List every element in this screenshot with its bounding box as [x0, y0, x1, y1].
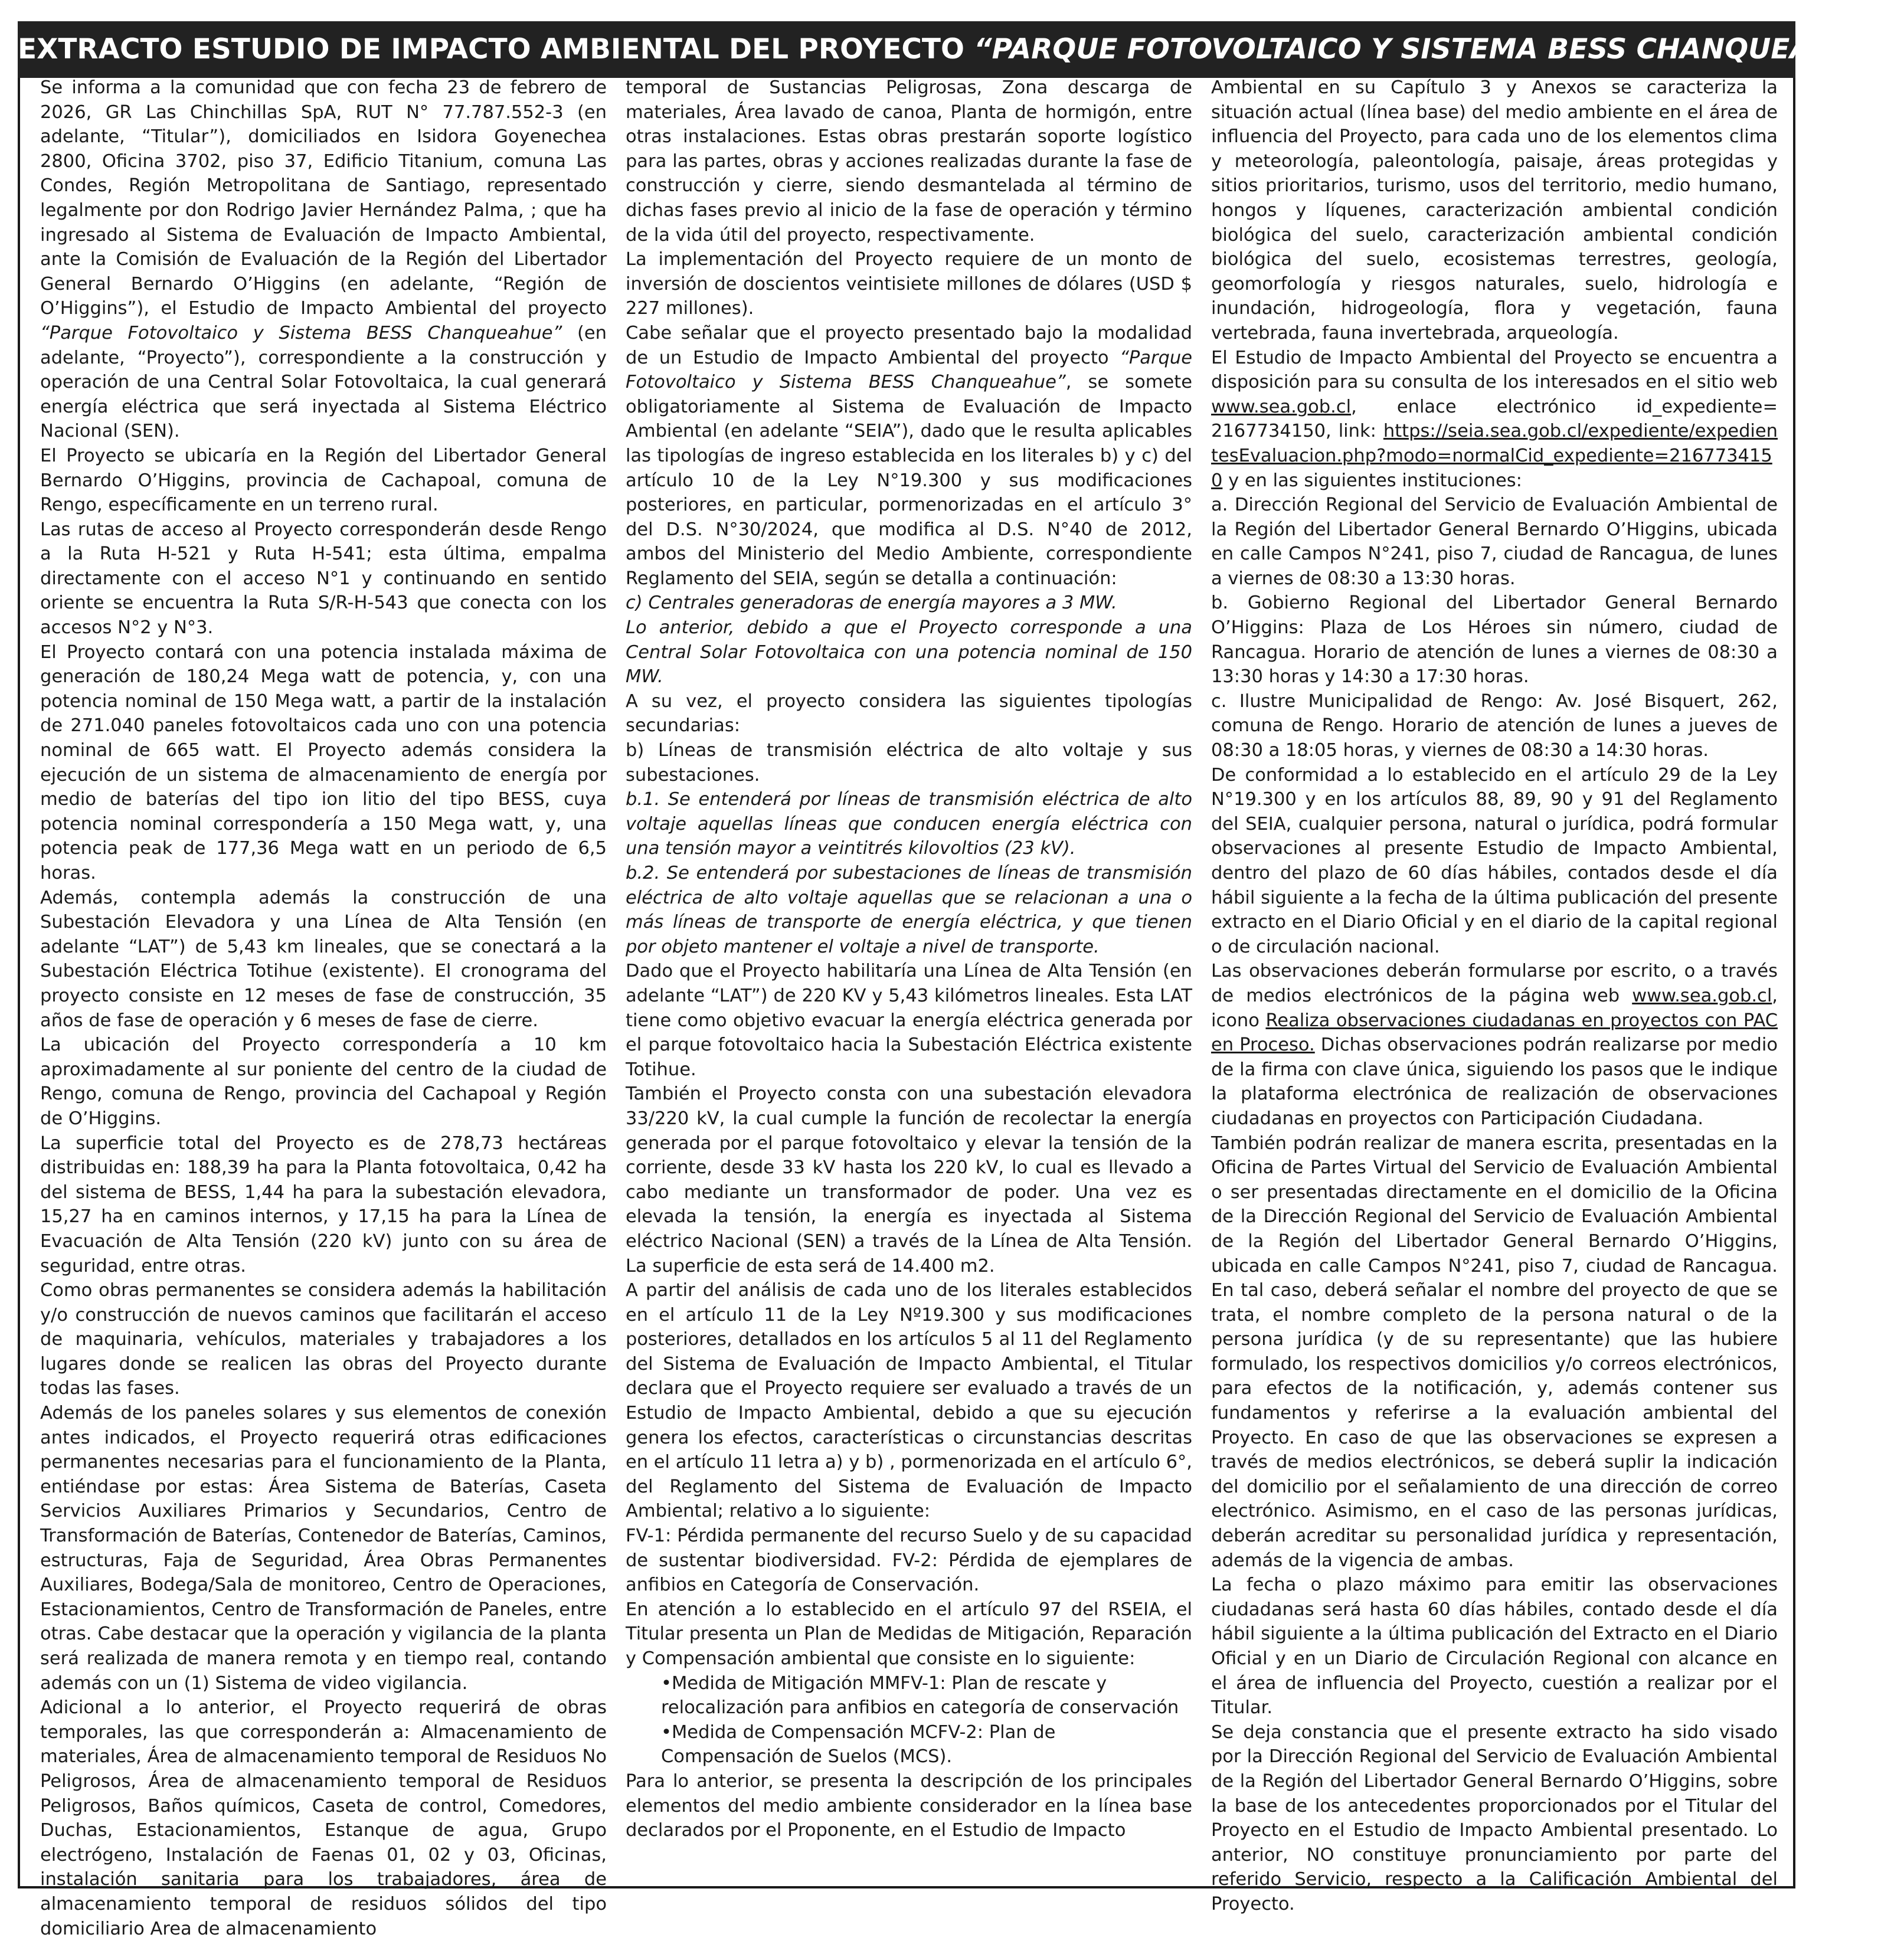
notice-body: [40, 76, 1778, 1939]
paragraph: La fecha o plazo máximo para emitir las observaciones ciudadanas será hasta 60 días hábiles, contado desde el día hábil siguiente a la última publicación del Extracto en el Diario Oficial y en un Diario de Circulación Regional con alcance en el área de influencia del Proyecto, cuestión a realizar por el Titular.: [1211, 1575, 1778, 1719]
paragraph: [1211, 959, 1778, 1131]
notice-title: [18, 21, 1904, 78]
text: Se informa a la comunidad que con fecha 23 de febrero de 2026, GR Las Chinchillas SpA, RUT N° 77.787.552-3 (en adelante, “Titular”), domiciliados en Isidora Goyenechea 2800, Oficina 3702, piso 37, Edificio Titanium, comuna Las Condes, Región Metropolitana de Santiago, representado legalmente por don Rodrigo Javier Hernández Palma, ; que ha ingresado al Sistema de Evaluación de Impacto Ambiental, ante la Comisión de Evaluación de la Región del Libertador General Bernardo O’Higgins (en adelante, “Región de O’Higgins”), el Estudio de Impacto Ambiental del proyecto: [40, 77, 607, 319]
typology-b1: b.1. Se entenderá por líneas de transmisión eléctrica de alto voltaje aquellas líneas que conducen energía eléctrica con una tensión mayor a veintitrés kilovoltios (23 kV).: [626, 789, 1192, 859]
paragraph: [40, 76, 607, 444]
text: El Estudio de Impacto Ambiental del Proyecto se encuentra a disposición para su consulta de los interesados en el sitio web: [1211, 347, 1778, 393]
paragraph: Se deja constancia que el presente extracto ha sido visado por la Dirección Regional del Servicio de Evaluación Ambiental de la Región del Libertador General Bernardo O’Higgins, sobre la base de los antecedentes proporcionados por el Titular del Proyecto en el Estudio de Impacto Ambiental presentado. Lo anterior, NO constituye pronunciamiento por parte del referido Servicio, respecto a la Calificación Ambiental del Proyecto.: [1211, 1721, 1778, 1914]
paragraph: FV-1: Pérdida permanente del recurso Suelo y de su capacidad de sustentar biodiversidad. FV-2: Pérdida de ejemplares de anfibios en Categoría de Conservación.: [626, 1526, 1192, 1596]
paragraph: La ubicación del Proyecto correspondería a 10 km aproximadamente al sur poniente del centro de la ciudad de Rengo, comuna de Rengo, provincia del Cachapoal y Región de O’Higgins.: [40, 1035, 607, 1129]
expediente-link[interactable]: https://seia.sea.gob.cl/expediente/expedientesEvaluacion.php?modo=normalCid_expediente=2167734150: [1211, 421, 1778, 491]
typology-b: b) Líneas de transmisión eléctrica de alto voltaje y sus subestaciones.: [626, 740, 1192, 785]
paragraph: El Proyecto contará con una potencia instalada máxima de generación de 180,24 Mega watt de potencia, y, con una potencia nominal de 150 Mega watt, a partir de la instalación de 271.040 paneles fotovoltaicos cada uno con una potencia nominal de 665 watt. El Proyecto además considera la ejecución de un sistema de almacenamiento de energía por medio de baterías del tipo ion litio del tipo BESS, cuya potencia nominal correspondería a 150 Mega watt, y, una potencia peak de 177,36 Mega watt en un periodo de 6,5 horas.: [40, 641, 607, 883]
text: (en adelante, “Proyecto”), correspondiente a la construcción y operación de una Central Solar Fotovoltaica, la cual generará energía eléctrica que será inyectada al Sistema Eléctrico Nacional (SEN).: [40, 322, 607, 442]
text: Las observaciones deberán formularse por escrito, o a través de medios electrónicos de la página web: [1211, 961, 1778, 1006]
measure-bullet: •Medida de Mitigación MMFV-1: Plan de rescate y relocalización para anfibios en categoría de conservación: [661, 1672, 1179, 1719]
typology-b2: b.2. Se entenderá por subestaciones de líneas de transmisión eléctrica de alto voltaje aquellas que se relacionan a una o más líneas de transporte de energía eléctrica, y que tienen por objeto mantener el voltaje a nivel de transporte.: [626, 863, 1192, 957]
typology-c-note: Lo anterior, debido a que el Proyecto corresponde a una Central Solar Fotovoltaica con una potencia nominal de 150 MW.: [626, 617, 1192, 688]
paragraph: También podrán realizar de manera escrita, presentadas en la Oficina de Partes Virtual del Servicio de Evaluación Ambiental o ser presentadas directamente en el domicilio de la Oficina de la Dirección Regional del Servicio de Evaluación Ambiental de la Región del Libertador General Bernardo O’Higgins, ubicada en calle Campos N°241, piso 7, ciudad de Rancagua. En tal caso, deberá señalar el nombre del proyecto de que se trata, el nombre completo de la persona natural o de la persona jurídica (y de su representante) que las hubiere formulado, los respectivos domicilios y/o correos electrónicos, para efectos de la notificación, y, además contener sus fundamentos y referirse a la evaluación ambiental del Proyecto. En caso de que las observaciones se expresen a través de medios electrónicos, se deberá suplir la indicación del domicilio por el señalamiento de una dirección de correo electrónico. Asimismo, en el caso de las personas jurídicas, deberán acreditar su personalidad jurídica y representación, además de la vigencia de ambas.: [1211, 1132, 1778, 1571]
sea-website-link[interactable]: www.sea.gob.cl: [1632, 985, 1772, 1006]
title-prefix: EXTRACTO ESTUDIO DE IMPACTO AMBIENTAL DEL PROYECTO: [18, 33, 974, 66]
title-project-name: “PARQUE FOTOVOLTAICO Y SISTEMA BESS CHANQUEAHUE”.: [974, 33, 1904, 66]
paragraph: También el Proyecto consta con una subestación elevadora 33/220 kV, la cual cumple la función de recolectar la energía generada por el parque fotovoltaico y elevar la tensión de la corriente, desde 33 kV hasta los 220 kV, lo cual es llevado a cabo mediante un transformador de poder. Una vez es elevada la tensión, la energía es inyectada al Sistema eléctrico Nacional (SEN) a través de la Línea de Alta Tensión. La superficie de esta será de 14.400 m2.: [626, 1084, 1192, 1276]
paragraph: temporal de Sustancias Peligrosas, Zona descarga de materiales, Área lavado de canoa, Planta de hormigón, entre otras instalaciones. Estas obras prestarán soporte logístico para las partes, obras y acciones realizadas durante la fase de construcción y cierre, siendo desmantelada al término de dichas fases previo al inicio de la fase de operación y término de la vida útil del proyecto, respectivamente.: [626, 77, 1192, 246]
text: , se somete obligatoriamente al Sistema de Evaluación de Impacto Ambiental (en adelante “SEIA”), dado que le resulta aplicables las tipologías de ingreso establecida en los literales b) y c) del artículo 10 de la Ley N°19.300 y sus modificaciones posteriores, en particular, pormenorizadas en el artículo 3° del D.S. N°30/2024, que modifica al D.S. N°40 de 2012, ambos del Ministerio del Medio Ambiente, correspondiente Reglamento del SEIA, según se detalla a continuación:: [626, 372, 1192, 589]
text: Cabe señalar que el proyecto presentado bajo la modalidad de un Estudio de Impacto Ambiental del proyecto: [626, 322, 1192, 368]
project-name: “Parque Fotovoltaico y Sistema BESS Chanqueahue”: [626, 347, 1192, 393]
typology-c: c) Centrales generadoras de energía mayores a 3 MW.: [626, 593, 1117, 614]
paragraph: Adicional a lo anterior, el Proyecto requerirá de obras temporales, las que corresponderán a: Almacenamiento de materiales, Área de almacenamiento temporal de Residuos No Peligrosos, Área de almacenamiento temporal de Residuos Peligrosos, Baños químicos, Caseta de control, Comedores, Duchas, Estacionamientos, Estanque de agua, Grupo electrógeno, Instalación de Faenas 01, 02 y 03, Oficinas, instalación sanitaria para los trabajadores, área de almacenamiento temporal de residuos sólidos del tipo domiciliario Area de almacenamiento: [40, 1697, 607, 1939]
paragraph: La superficie total del Proyecto es de 278,73 hectáreas distribuidas en: 188,39 ha para la Planta fotovoltaica, 0,42 ha del sistema de BESS, 1,44 ha para la subestación elevadora, 15,27 ha en caminos internos, y 17,15 ha para la Línea de Evacuación de Alta Tensión (220 kV) junto con su área de seguridad, entre otras.: [40, 1132, 607, 1276]
paragraph: La implementación del Proyecto requiere de un monto de inversión de doscientos veintisiete millones de dólares (USD $ 227 millones).: [626, 249, 1192, 319]
paragraph: [626, 321, 1192, 591]
paragraph: Como obras permanentes se considera además la habilitación y/o construcción de nuevos caminos que facilitarán el acceso de maquinaria, vehículos, materiales y trabajadores a los lugares donde se realicen las obras del Proyecto durante todas las fases.: [40, 1280, 607, 1399]
text: y en las siguientes instituciones:: [1222, 470, 1522, 491]
paragraph: El Proyecto se ubicaría en la Región del Libertador General Bernardo O’Higgins, provincia de Cachapoal, comuna de Rengo, específicamente en un terreno rural.: [40, 445, 607, 516]
paragraph: Ambiental en su Capítulo 3 y Anexos se caracteriza la situación actual (línea base) del medio ambiente en el área de influencia del Proyecto, para cada uno de los elementos clima y meteorología, paleontología, paisaje, áreas protegidas y sitios prioritarios, turismo, usos del territorio, medio humano, hongos y líquenes, caracterización ambiental condición biológica del suelo, caracterización ambiental condición biológica del suelo, ecosistemas terrestres, geología, geomorfología y riesgos naturales, suelo, hidrología e inundación, hidrogeología, flora y vegetación, fauna vertebrada, fauna invertebrada, arqueología.: [1211, 77, 1778, 343]
text: , enlace electrónico id_expediente= 2167734150, link:: [1211, 396, 1778, 442]
paragraph: a. Dirección Regional del Servicio de Evaluación Ambiental de la Región del Libertador General Bernardo O’Higgins, ubicada en calle Campos N°241, piso 7, ciudad de Rancagua, de lunes a viernes de 08:30 a 13:30 horas.: [1211, 495, 1778, 589]
project-name: “Parque Fotovoltaico y Sistema BESS Chanqueahue”: [40, 322, 562, 343]
column-2: [626, 76, 1192, 1881]
paragraph: Dado que el Proyecto habilitaría una Línea de Alta Tensión (en adelante “LAT”) de 220 KV y 5,43 kilómetros lineales. Esta LAT tiene como objetivo evacuar la energía eléctrica generada por el parque fotovoltaico hacia la Subestación Eléctrica existente Totihue.: [626, 961, 1192, 1080]
paragraph: Además de los paneles solares y sus elementos de conexión antes indicados, el Proyecto requerirá otras edificaciones permanentes necesarias para el funcionamiento de la Planta, entiéndase por estas: Área Sistema de Baterías, Caseta Servicios Auxiliares Primarios y Secundarios, Centro de Transformación de Baterías, Contenedor de Baterías, Caminos, estructuras, Faja de Seguridad, Área Obras Permanentes Auxiliares, Bodega/Sala de monitoreo, Centro de Operaciones, Estacionamientos, Centro de Transformación de Paneles, entre otras. Cabe destacar que la operación y vigilancia de la planta será realizada de manera remota y en tiempo real, contando además con un (1) Sistema de video vigilancia.: [40, 1403, 607, 1694]
paragraph: c. Ilustre Municipalidad de Rengo: Av. José Bisquert, 262, comuna de Rengo. Horario de atención de lunes a jueves de 08:30 a 18:05 horas, y viernes de 08:30 a 14:30 horas.: [1211, 690, 1778, 761]
paragraph: Además, contempla además la construcción de una Subestación Elevadora y una Línea de Alta Tensión (en adelante “LAT”) de 5,43 km lineales, que se conectará a la Subestación Eléctrica Totihue (existente). El cronograma del proyecto consiste en 12 meses de fase de construcción, 35 años de fase de operación y 6 meses de fase de cierre.: [40, 887, 607, 1031]
paragraph: Para lo anterior, se presenta la descripción de los principales elementos del medio ambiente considerador en la línea base declarados por el Proponente, en el Estudio de Impacto: [626, 1770, 1192, 1841]
paragraph: [1211, 346, 1778, 493]
text: Dichas observaciones podrán realizarse por medio de la firma con clave única, siguiendo los pasos que le indique la plataforma electrónica de realización de observaciones ciudadanas en proyectos con Participación Ciudadana.: [1211, 1035, 1778, 1129]
paragraph: b. Gobierno Regional del Libertador General Bernardo O’Higgins: Plaza de Los Héroes sin número, ciudad de Rancagua. Horario de atención de lunes a viernes de 08:30 a 13:30 horas y 14:30 a 17:30 horas.: [1211, 593, 1778, 688]
text: , icono: [1211, 985, 1778, 1031]
pac-observations-link[interactable]: Realiza observaciones ciudadanas en proyectos con PAC en Proceso.: [1211, 1010, 1778, 1056]
sea-website-link[interactable]: www.sea.gob.cl: [1211, 396, 1352, 417]
paragraph: A partir del análisis de cada uno de los literales establecidos en el artículo 11 de la Ley Nº19.300 y sus modificaciones posteriores, detallados en los artículos 5 al 11 del Reglamento del Sistema de Evaluación de Impacto Ambiental, el Titular declara que el Proyecto requiere ser evaluado a través de un Estudio de Impacto Ambiental, debido a que su ejecución genera los efectos, características o circunstancias descritas en el artículo 11 letra a) y b) , pormenorizada en el artículo 6°, del Reglamento del Sistema de Evaluación de Impacto Ambiental; relativo a lo siguiente:: [626, 1280, 1192, 1522]
paragraph: De conformidad a lo establecido en el artículo 29 de la Ley N°19.300 y en los artículos 88, 89, 90 y 91 del Reglamento del SEIA, cualquier persona, natural o jurídica, podrá formular observaciones al presente Estudio de Impacto Ambiental, dentro del plazo de 60 días hábiles, contados desde el día hábil siguiente a la fecha de la última publicación del presente extracto en el Diario Oficial y en el diario de la capital regional o de circulación nacional.: [1211, 764, 1778, 957]
column-3: [1211, 76, 1778, 1914]
column-1: [40, 76, 607, 1939]
paragraph: Las rutas de acceso al Proyecto corresponderán desde Rengo a la Ruta H-521 y Ruta H-541; esta última, empalma directamente con el acceso N°1 y continuando en sentido oriente se encuentra la Ruta S/R-H-543 que conecta con los accesos N°2 y N°3.: [40, 519, 607, 639]
paragraph: En atención a lo establecido en el artículo 97 del RSEIA, el Titular presenta un Plan de Medidas de Mitigación, Reparación y Compensación ambiental que consiste en lo siguiente:: [626, 1599, 1192, 1669]
measure-bullet: •Medida de Compensación MCFV-2: Plan de Compensación de Suelos (MCS).: [661, 1721, 1056, 1767]
paragraph: A su vez, el proyecto considera las siguientes tipologías secundarias:: [626, 690, 1192, 737]
